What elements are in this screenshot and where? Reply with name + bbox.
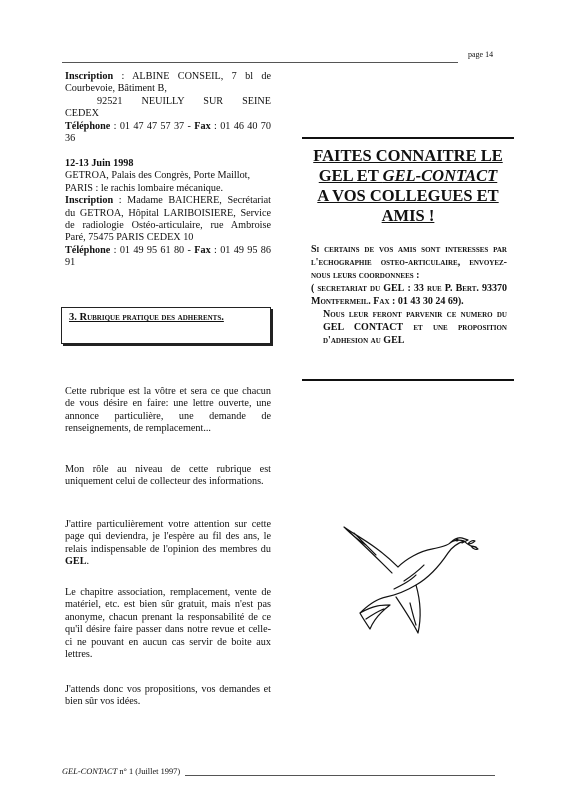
info-box-bottom-rule [302,379,514,381]
rubrique-title: Rubrique pratique des adherents. [79,312,224,323]
info-box-text-2: ( secretariat du GEL : 33 rue P. Bert. 93370 Montfermeil. Fax : 01 43 30 24 69). [311,283,507,307]
inscription-phone: Téléphone : 01 47 47 57 37 - Fax : 01 46 40 70 36 [65,120,271,145]
headline-top-rule [302,137,514,139]
paragraph-2: Mon rôle au niveau de cette rubrique est uniquement celui de collecteur des informations. [65,464,271,488]
event-phone: Téléphone : 01 49 95 61 80 - Fax : 01 49 95 86 91 [65,244,271,269]
paragraph-5: J'attends donc vos propositions, vos demandes et bien sûr vos idées. [65,684,271,708]
event-date: 12-13 Juin 1998 [65,158,134,169]
paragraph-4: Le chapitre association, remplacement, vente de matériel, etc. est bien sûr gratuit, mais n'est pas anonyme, chacun prenant la responsabilité de ce qu'il désire faire passer dans notre revue et celle-ci ne pouvant en aucun cas servir de boite aux lettres. [65,587,271,661]
info-box-text-3: Nous leur feront parvenir ce numero du GEL CONTACT et une proposition d'adhesion au GEL [323,309,507,346]
footer-rule [185,775,495,776]
paragraph-1: Cette rubrique est la vôtre et sera ce que chacun de vous désire en faire: une lettre ouverte, une annonce particulière, une demande de renseignements, de remplacement... [65,386,271,435]
inscription-city: 92521 NEUILLY SUR SEINE [97,95,271,107]
paragraph-3: J'attire particulièrement votre attention sur cette page qui deviendra, je l'espère au fil des ans, le relais indispensable de l'opinion des membres du GEL. [65,519,271,568]
rubrique-number: 3. [69,312,80,323]
inscription-label: Inscription [65,71,114,82]
event-block [65,158,271,270]
header-rule [62,62,458,63]
page-number: page 14 [468,50,494,59]
info-box-text-1: Si certains de vos amis sont interesses par l'echographie osteo-articulaire, envoyez-nous leurs coordonnees : [311,244,507,281]
event-description: GETROA, Palais des Congrès, Porte Maillot, PARIS : le rachis lombaire mécanique. [65,170,251,194]
inscription-block [65,71,271,145]
headline: FAITES CONNAITRE LE GEL ET GEL-CONTACT A VOS COLLEGUES ET AMIS ! [313,146,503,225]
inscription-cedex: CEDEX [65,108,99,120]
rubrique-heading [61,307,271,344]
dove-icon [340,525,480,645]
info-box [311,243,507,347]
event-inscription: Inscription : Madame BAICHERE, Secrétariat du GETROA, Hôpital LARIBOISIERE, Service de radiologie Ostéo-articulaire, rue Ambroise Paré, 75475 PARIS CEDEX 10 [65,195,271,244]
inscription-address: Inscription : ALBINE CONSEIL, 7 bl de Courbevoie, Bâtiment B, [65,71,271,95]
footer-issue: GEL-CONTACT n° 1 (Juillet 1997) [62,767,181,776]
